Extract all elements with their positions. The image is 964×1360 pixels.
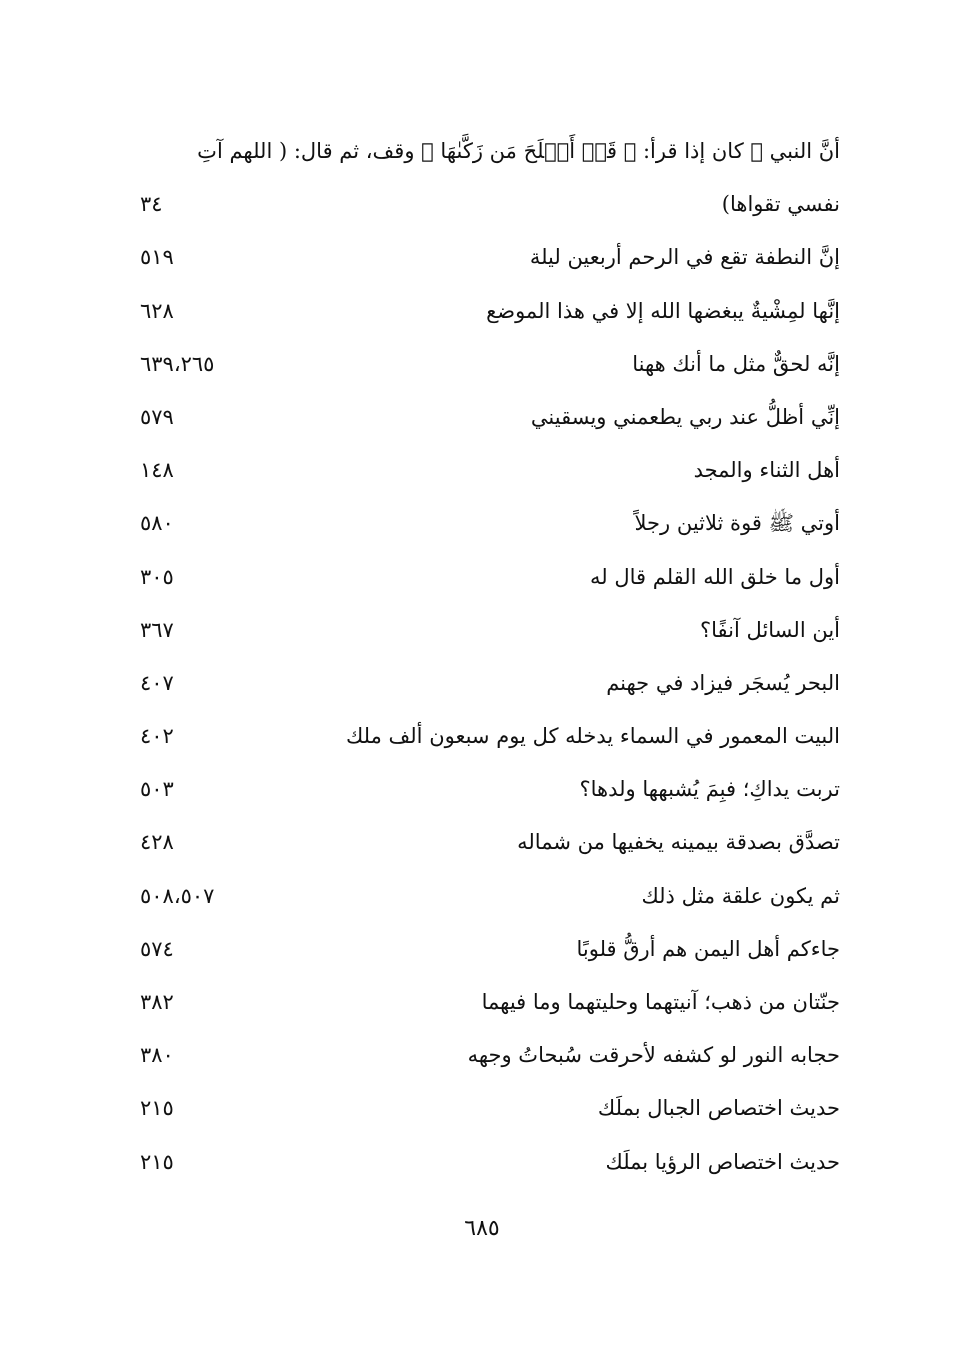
entry-text: أين السائل آنفًا؟ [700,617,840,642]
index-entry [140,234,840,287]
entry-page-numbers: ٣٨٢ [140,990,174,1014]
entry-page-numbers: ٤٠٢ [140,724,174,749]
entry-page-numbers: ٥٠٨،٥٠٧ [140,883,215,908]
entry-text: إنَّها لمِشْيةٌ يبغضها الله إلا في هذا الموضع [486,298,840,323]
entry-text: أول ما خلق الله القلم قال له [590,564,840,589]
index-entry [140,447,840,500]
entry-text: حديث اختصاص الرؤيا بملَك [605,1149,840,1174]
index-entry [140,128,840,181]
hadith-index-list [140,128,840,1192]
entry-text: تربت يداكِ؛ فبِمَ يُشبهها ولدها؟ [579,777,840,802]
entry-text: حديث اختصاص الجبال بملَك [597,1096,840,1121]
entry-page-numbers: ٥٠٣ [140,777,174,802]
entry-text: جاءكم أهل اليمن هم أرقُّ قلوبًا [576,936,840,961]
index-entry [140,660,840,713]
entry-text: تصدَّق بصدقة بيمينه يخفيها من شماله [517,830,840,855]
entry-page-numbers: ٢١٥ [140,1149,174,1174]
entry-page-numbers: ٥٧٤ [140,936,174,961]
index-entry [140,554,840,607]
entry-page-numbers: ٦٢٨ [140,298,174,323]
index-entry [140,873,840,926]
entry-text: جنّتان من ذهب؛ آنيتهما وحليتهما وما فيهما [481,990,840,1014]
entry-text: ثم يكون علقة مثل ذلك [641,883,840,908]
index-entry [140,713,840,766]
entry-page-numbers: ٥١٩ [140,245,174,270]
entry-page-numbers: ١٤٨ [140,458,174,483]
index-entry [140,607,840,660]
entry-page-numbers: ٥٧٩ [140,404,174,429]
entry-page-numbers: ٣٨٠ [140,1043,174,1068]
entry-text: إنِّي أظلُّ عند ربي يطعمني ويسقيني [530,404,840,429]
index-entry [140,1139,840,1192]
page-number: ٦٨٥ [464,1216,500,1241]
entry-page-numbers: ٤٠٧ [140,670,174,695]
index-entry [140,926,840,979]
entry-page-numbers: ٢١٥ [140,1096,174,1121]
entry-text: أنَّ النبي ﷺ كان إذا قرأ: ﴿ قَدۡ أَفۡلَحَ مَن زَكَّىٰهَا ﴾ وقف، ثم قال: ( اللهم آتِ [197,139,840,163]
index-entry [140,1085,840,1138]
index-entry [140,288,840,341]
entry-text: حجابه النور لو كشفه لأحرقت سُبحاتُ وجهه [467,1043,840,1068]
index-entry [140,341,840,394]
entry-page-numbers: ٣٦٧ [140,617,174,642]
index-entry [140,979,840,1032]
index-entry [140,766,840,819]
entry-page-numbers: ٤٢٨ [140,830,174,855]
index-entry [140,500,840,553]
index-entry [140,1032,840,1085]
entry-text: نفسي تقواها) [721,192,840,217]
index-entry [140,819,840,872]
entry-text: أوتي ﷺ قوة ثلاثين رجلاً [634,511,840,536]
entry-page-numbers: ٦٣٩،٢٦٥ [140,351,215,376]
index-entry [140,394,840,447]
entry-text: أهل الثناء والمجد [693,458,840,483]
entry-page-numbers: ٥٨٠ [140,511,174,536]
entry-text: إنَّه لحقٌّ مثل ما أنك ههنا [632,351,840,376]
entry-page-numbers: ٣٤ [140,192,163,217]
entry-text: البحر يُسجَر فيزاد في جهنم [606,670,840,695]
index-entry [140,181,840,234]
entry-page-numbers: ٣٠٥ [140,564,174,589]
entry-text: البيت المعمور في السماء يدخله كل يوم سبعون ألف ملك [345,724,840,749]
entry-text: إنَّ النطفة تقع في الرحم أربعين ليلة [529,245,840,270]
